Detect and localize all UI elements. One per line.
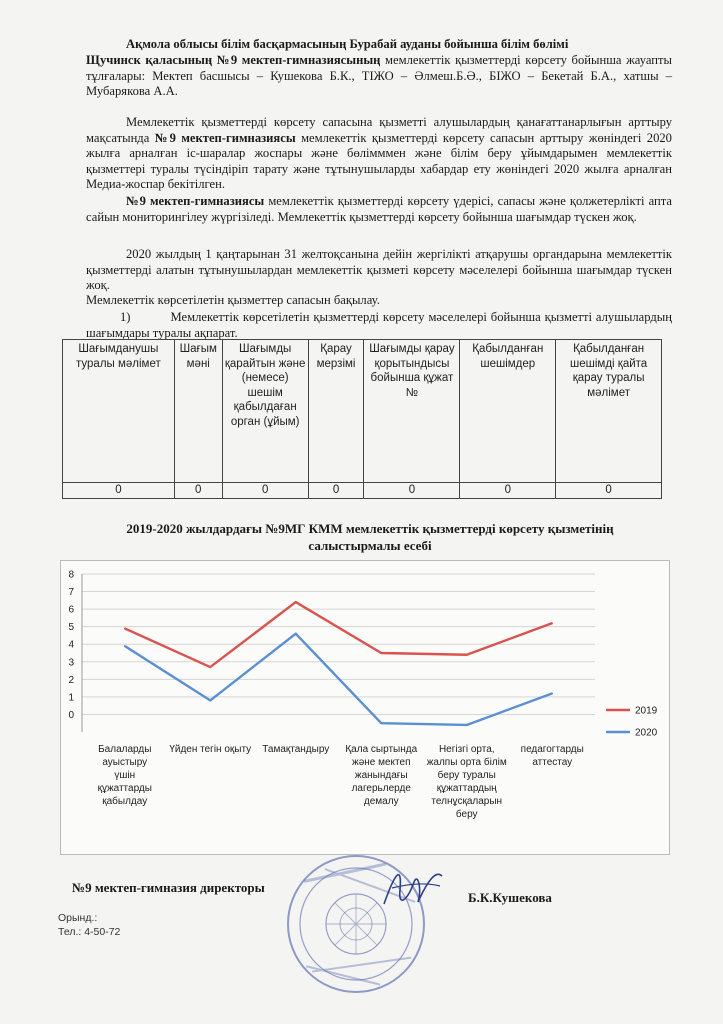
col-header-organ: Шағымды қарайтын және (немесе) шешім қабылдаған орган (ұйым): [222, 340, 308, 483]
y-tick-label: 4: [68, 639, 74, 651]
x-category-label: Балаларды ауыстыру үшін құжаттарды қабылдау: [97, 744, 152, 807]
p5-text: Мемлекеттік көрсетілетін қызметтерді көрсету мәселелері бойынша қызметті алушылардың шағымдары туралы ақпарат.: [86, 310, 672, 340]
y-tick-label: 7: [68, 587, 74, 599]
chart-title: 2019-2020 жылдардағы №9МГ КММ мемлекеттік қызметтерді көрсету қызметінің салыстырмалы есебі: [126, 521, 614, 553]
phone-number: Тел.: 4-50-72: [58, 926, 121, 938]
x-category-label: Үйден тегін оқыту: [169, 744, 252, 755]
paragraph-5: [86, 310, 672, 341]
data-point: [209, 700, 211, 702]
header-school-name: Щучинск қаласының №9 мектеп-гимназиясының: [86, 53, 381, 67]
x-category-label: Негізгі орта, жалпы орта білім беру туралы құжаттардың телнұсқаларын беру: [426, 744, 507, 820]
table-cell: 0: [174, 483, 222, 499]
table-cell: 0: [222, 483, 308, 499]
p2-text: мемлекеттік қызметтерді көрсету үдерісі, сапасы және қолжетерлікті апта сайын мониторингілеу жүргізіледі. Мемлекеттік қызметтерді көрсету бойынша шағымдар түскен жоқ.: [86, 194, 672, 224]
header-line1: [86, 37, 672, 53]
data-point: [466, 654, 468, 656]
data-point: [295, 633, 297, 635]
col-header-term: Қарау мерзімі: [308, 340, 364, 483]
p1-text: Мемлекеттік қызметтерді көрсету сапасына қызметті алушылардың қанағаттанарлығын арттыру мақсатында: [86, 115, 672, 145]
line-chart: [60, 560, 670, 855]
paragraph-2: [86, 194, 672, 225]
table-cell: 0: [63, 483, 175, 499]
table-cell: 0: [460, 483, 556, 499]
col-header-subject: Шағым мәні: [174, 340, 222, 483]
paragraph-4: Мемлекеттік көрсетілетін қызметтер сапасын бақылау.: [86, 293, 380, 307]
col-header-document: Шағымды қарау қорытындысы бойынша құжат №: [364, 340, 460, 483]
data-point: [380, 652, 382, 654]
complaints-table: [62, 339, 662, 499]
y-tick-label: 2: [68, 674, 74, 686]
table-header-row: [63, 340, 662, 483]
table-cell: 0: [556, 483, 662, 499]
p2-school: №9 мектеп-гимназиясы: [126, 194, 265, 208]
table-cell: 0: [308, 483, 364, 499]
x-category-label: Қала сыртында және мектеп жанындағы лагерьлерде демалу: [345, 744, 418, 807]
col-header-complainant: Шағымданушы туралы мәлімет: [63, 340, 175, 483]
header-responsible: мемлекеттік қызметтерді көрсету бойынша жауапты тұлғалары: Мектеп басшысы – Кушекова Б.К., ТІЖО – Әлмеш.Б.Ә., БІЖО – Бекетай Б.А., хатшы – Мубарякова А.А.: [86, 53, 672, 99]
header-paragraph: [86, 53, 672, 100]
p5-number: 1): [120, 310, 131, 324]
legend-label: 2019: [635, 705, 658, 717]
y-tick-label: 5: [68, 622, 74, 634]
paragraph-3: 2020 жылдың 1 қаңтарынан 31 желтоқсанына дейін жергілікті атқарушы органдарына мемлекеттік қызметтерді алатын тұтынушылардан мемлекеттік қызметі көрсету мәселелері бойынша шағымдар түскен жоқ.: [86, 247, 672, 293]
col-header-review: Қабылданған шешімді қайта қарау туралы мәлімет: [556, 340, 662, 483]
table-cell: 0: [364, 483, 460, 499]
y-tick-label: 8: [68, 569, 74, 581]
legend-label: 2020: [635, 727, 658, 739]
col-header-decisions: Қабылданған шешімдер: [460, 340, 556, 483]
data-point: [466, 724, 468, 726]
table-row: [63, 483, 662, 499]
data-point: [124, 645, 126, 647]
data-point: [551, 622, 553, 624]
p1-school: №9 мектеп-гимназиясы: [154, 130, 296, 145]
y-tick-label: 0: [68, 709, 74, 721]
signature-title: №9 мектеп-гимназия директоры: [72, 880, 265, 895]
signature-name: Б.К.Кушекова: [468, 890, 552, 905]
data-point: [295, 601, 297, 603]
y-axis-ticks: [68, 570, 74, 721]
data-point: [124, 628, 126, 630]
paragraph-1: [86, 115, 672, 193]
x-category-label: Тамақтандыру: [262, 744, 330, 755]
data-point: [209, 666, 211, 668]
performer-label: Орынд.:: [58, 912, 98, 924]
data-point: [551, 693, 553, 695]
header-title: Ақмола облысы білім басқармасының Бурабай ауданы бойынша білім бөлімі: [126, 37, 569, 51]
p1-end: мемлекеттік қызметтерді көрсету сапасын арттыру жөніндегі 2020 жылға арналған іс-шаралар жоспары және бөлімммен және білім беру ұйымдарымен мемлекеттік қызметтері туралы түсіндіріп тарату және тұтынушыларды хабардар ету жөніндегі 2020 жылға арналған Медиа-жоспар бекітілген.: [86, 130, 672, 192]
y-tick-label: 1: [68, 692, 74, 704]
handwritten-signature: [378, 860, 448, 915]
y-tick-label: 6: [68, 604, 74, 616]
y-tick-label: 3: [68, 657, 74, 669]
data-point: [380, 722, 382, 724]
x-category-label: педагогтарды аттестау: [520, 744, 584, 768]
